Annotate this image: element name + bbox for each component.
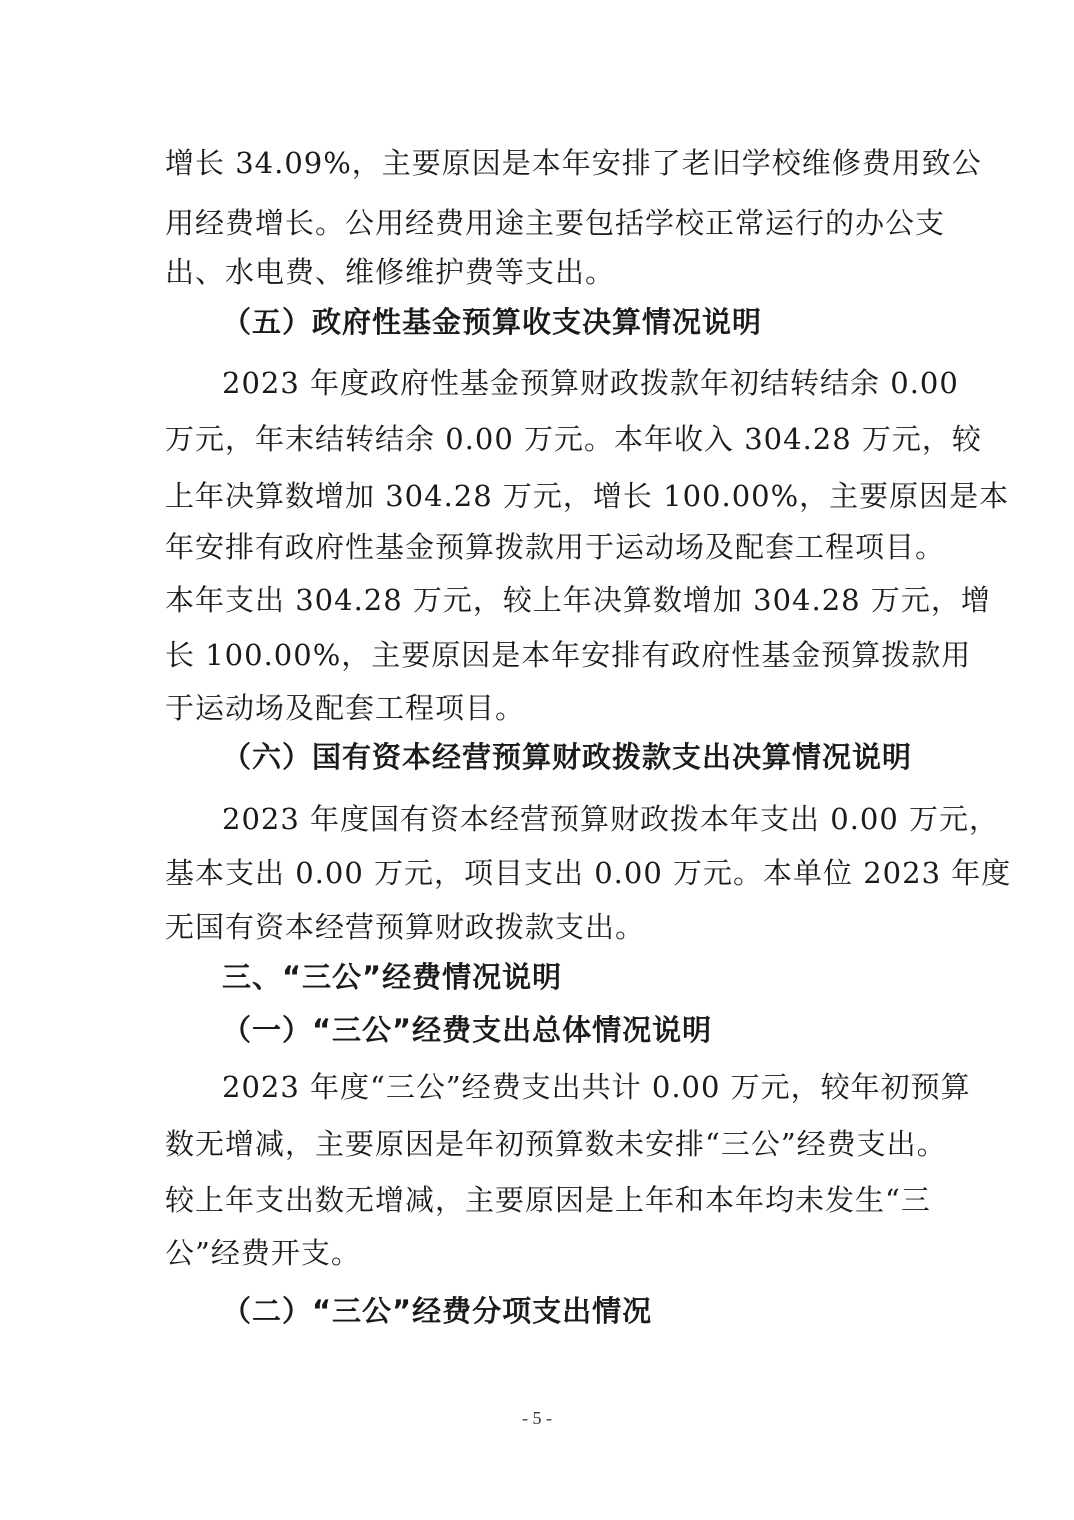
paragraph-line: 出、水电费、维修维护费等支出。 (165, 255, 616, 289)
paragraph-line: 基本支出 0.00 万元，项目支出 0.00 万元。本单位 2023 年度 (165, 856, 1012, 890)
paragraph-line: 上年决算数增加 304.28 万元，增长 100.00%，主要原因是本 (165, 479, 1010, 513)
paragraph-line: 用经费增长。公用经费用途主要包括学校正常运行的办公支 (165, 206, 946, 240)
section-heading-1: （一）“三公”经费支出总体情况说明 (222, 1013, 713, 1047)
chapter-heading-3: 三、“三公”经费情况说明 (222, 960, 563, 994)
paragraph-line: 万元，年末结转结余 0.00 万元。本年收入 304.28 万元，较 (165, 422, 982, 456)
paragraph-line: 2023 年度“三公”经费支出共计 0.00 万元，较年初预算 (222, 1070, 971, 1104)
paragraph-line: 公”经费开支。 (165, 1236, 361, 1270)
paragraph-line: 年安排有政府性基金预算拨款用于运动场及配套工程项目。 (165, 530, 946, 564)
section-heading-2: （二）“三公”经费分项支出情况 (222, 1294, 653, 1328)
paragraph-line: 2023 年度政府性基金预算财政拨款年初结转结余 0.00 (222, 366, 959, 400)
section-heading-6: （六）国有资本经营预算财政拨款支出决算情况说明 (222, 740, 913, 774)
paragraph-line: 长 100.00%，主要原因是本年安排有政府性基金预算拨款用 (165, 638, 972, 672)
page-number: - 5 - (522, 1408, 552, 1428)
paragraph-line: 2023 年度国有资本经营预算财政拨本年支出 0.00 万元， (222, 802, 1000, 836)
paragraph-line: 本年支出 304.28 万元，较上年决算数增加 304.28 万元，增 (165, 583, 991, 617)
section-heading-5: （五）政府性基金预算收支决算情况说明 (222, 305, 763, 339)
paragraph-line: 于运动场及配套工程项目。 (165, 691, 526, 725)
paragraph-line: 数无增减，主要原因是年初预算数未安排“三公”经费支出。 (165, 1127, 947, 1161)
paragraph-line: 较上年支出数无增减，主要原因是上年和本年均未发生“三 (165, 1183, 931, 1217)
paragraph-line: 增长 34.09%，主要原因是本年安排了老旧学校维修费用致公 (165, 146, 982, 180)
paragraph-line: 无国有资本经营预算财政拨款支出。 (165, 910, 646, 944)
